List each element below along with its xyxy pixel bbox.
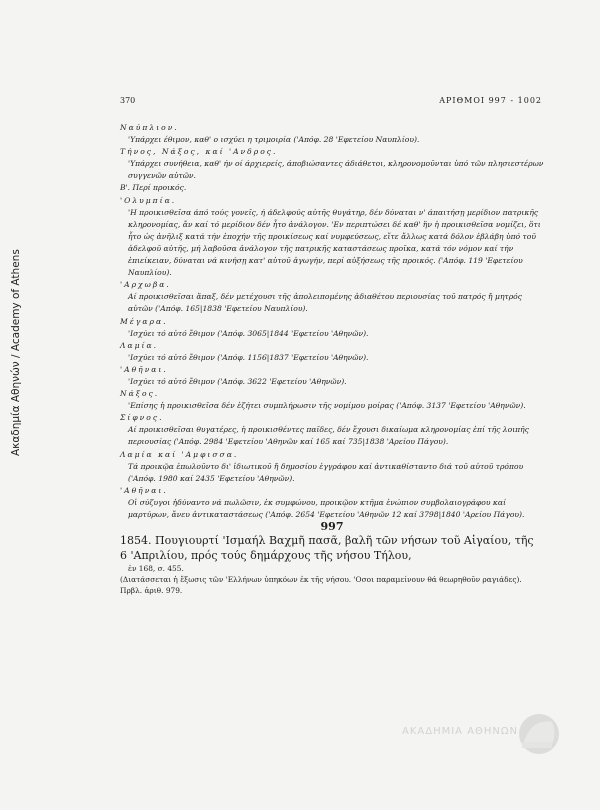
side-label-text: Ακαδημία Αθηνών / Academy of Athens <box>10 249 22 456</box>
side-label <box>6 200 26 460</box>
paragraph: 'Ισχύει τό αὐτό ἔθιμον ('Απόφ. 3622 'Εφετείου 'Αθηνῶν). <box>128 376 347 386</box>
place-heading: Σίφνος. <box>120 413 164 423</box>
page-number: 370 <box>120 96 136 105</box>
place-heading: Λαμία. <box>120 340 159 350</box>
academy-watermark <box>394 712 564 758</box>
place-heading: Λαμία καί 'Αμφισσα. <box>120 449 239 459</box>
entry-heading: 1854. Πουγιουρτί 'Ισμαήλ Βαχμῆ πασᾶ, βαλῆ τῶν νήσων τοῦ Αἰγαίου, τῆς 6 'Απριλίου, πρός τούς δημάρχους τῆς νήσου Τήλου, <box>120 534 534 563</box>
place-heading: 'Αθῆναι. <box>120 364 168 374</box>
paragraph: 'Επίσης ἡ προικισθεῖσα δέν ἐζήτει συμπλήρωσιν τῆς νομίμου μοίρας ('Απόφ. 3137 'Εφετείου 'Αθηνῶν). <box>128 401 526 411</box>
place-heading: Μέγαρα. <box>120 316 168 326</box>
page-content <box>120 122 544 596</box>
entry-citation: ἐν 168, σ. 455. <box>128 564 184 574</box>
paragraph: 'Η προικισθεῖσα άπό τούς γονεῖς, ή άδελφούς αὐτῆς θυγάτηρ, δέν δύναται ν' άπαιτήσῃ μερίδιον πατρικῆς κληρονομίας, ἄν καί τό μερίδιον δέν ἦτο ἀνάλογον. 'Εν περιπτώσει δέ καθ' ἥν ἡ προικισθεῖσα νομίζει, ὅτι ἦτο ὡς ἀνῆλιξ κατά τήν ἐποχήν τῆς προικίσεως καί νυμφεύσεως, εἴτε ἄλλως κατά δόλον ἐβλάβη ὑπό τοῦ ἀδελφοῦ αὐτῆς, μή λαβοῦσα ἀνάλογον τῆς πατρικῆς καταστάσεως προῖκα, κατά τόν νόμον καί τήν ἐπιείκειαν, δύναται νά κινήσῃ κατ' αὐτοῦ ἀγωγήν, περί αὐξήσεως τῆς προικός. ('Απόφ. 119 'Εφετείου Ναυπλίου). <box>128 207 541 278</box>
paragraph: Τά προικῷα ἐπωλοῦντο δι' ἰδιωτικοῦ ἤ δημοσίου ἐγγράφου καί ἀντικαθίσταντο διά τοῦ αὐτοῦ τρόπου ('Απόφ. 1980 καί 2435 'Εφετείου 'Αθηνῶν). <box>128 461 524 483</box>
paragraph: Αί προικισθεῖσαι ἅπαξ, δέν μετέχουσι τῆς ἀπολειπομένης ἀδιαθέτου περιουσίας τοῦ πατρός ἤ μητρός αὐτῶν ('Απόφ. 165|1838 'Εφετείου Ναυπλίου). <box>128 292 522 314</box>
page-header <box>120 96 542 105</box>
paragraph: 'Υπάρχει έθιμον, καθ' ο ισχύει η τριμοιρία ('Απόφ. 28 'Εφετείου Ναυπλίου). <box>128 135 420 145</box>
paragraph: 'Υπάρχει συνήθεια, καθ' ήν οί άρχιερείς, άποβιώσαντες άδιάθετοι, κληρονομοῦνται ὑπό τῶν πλησιεστέρων συγγενῶν αὐτῶν. <box>128 159 544 181</box>
paragraph: 'Ισχύει τό αὐτό ἔθιμον ('Απόφ. 3065|1844 'Εφετείου 'Αθηνῶν). <box>128 328 369 338</box>
paragraph: 'Ισχύει τό αὐτό ἔθιμον ('Απόφ. 1156|1837 'Εφετείου 'Αθηνῶν). <box>128 352 369 362</box>
place-heading: 'Αρχωβα. <box>120 280 171 290</box>
watermark-text: ΑΚΑΔΗΜΙΑ ΑΘΗΝΩΝ <box>402 726 519 737</box>
place-heading: 'Αθῆναι. <box>120 485 168 495</box>
place-heading: Τήνος, Νάξος, καί 'Ανδρος. <box>120 147 278 157</box>
place-heading: Νάξος. <box>120 389 160 399</box>
entry-note: (Διατάσσεται ἡ ἔξωσις τῶν 'Ελλήνων ὑπηκόων ἐκ τῆς νήσου. 'Οσοι παραμείνουν θά θεωρηθοῦν ραγιάδες). Πρβλ. ἀριθ. 979. <box>120 575 522 596</box>
place-heading: 'Ολυμπία. <box>120 195 177 205</box>
entry-number: 997 <box>320 520 344 534</box>
paragraph: Αί προικισθεῖσαι θυγατέρες, ἡ προικισθέντες παῖδες, δέν ἔχουσι δικαίωμα κληρονομίας ἐπί τῆς λοιπῆς περιουσίας ('Απόφ. 2984 'Εφετείου 'Αθηνῶν καί 165 καί 735|1838 'Αρείου Πάγου). <box>128 425 529 447</box>
place-heading: Ναύπλιον. <box>120 123 179 132</box>
paragraph: Οἱ σύζυγοι ἠδύναντο νά πωλῶσιν, ἐκ συμφώνου, προικῷον κτῆμα ἐνώπιον συμβολαιογράφου καί μαρτύρων, ἄνευ ἀντικαταστάσεως ('Απόφ. 2654 'Εφετείου 'Αθηνῶν 12 καί 3798|1840 'Αρείου Πάγου). <box>128 497 525 519</box>
running-title: ΑΡΙΘΜΟΙ 997 - 1002 <box>439 96 542 105</box>
section-heading: Β'. Περί προικός. <box>120 183 187 193</box>
